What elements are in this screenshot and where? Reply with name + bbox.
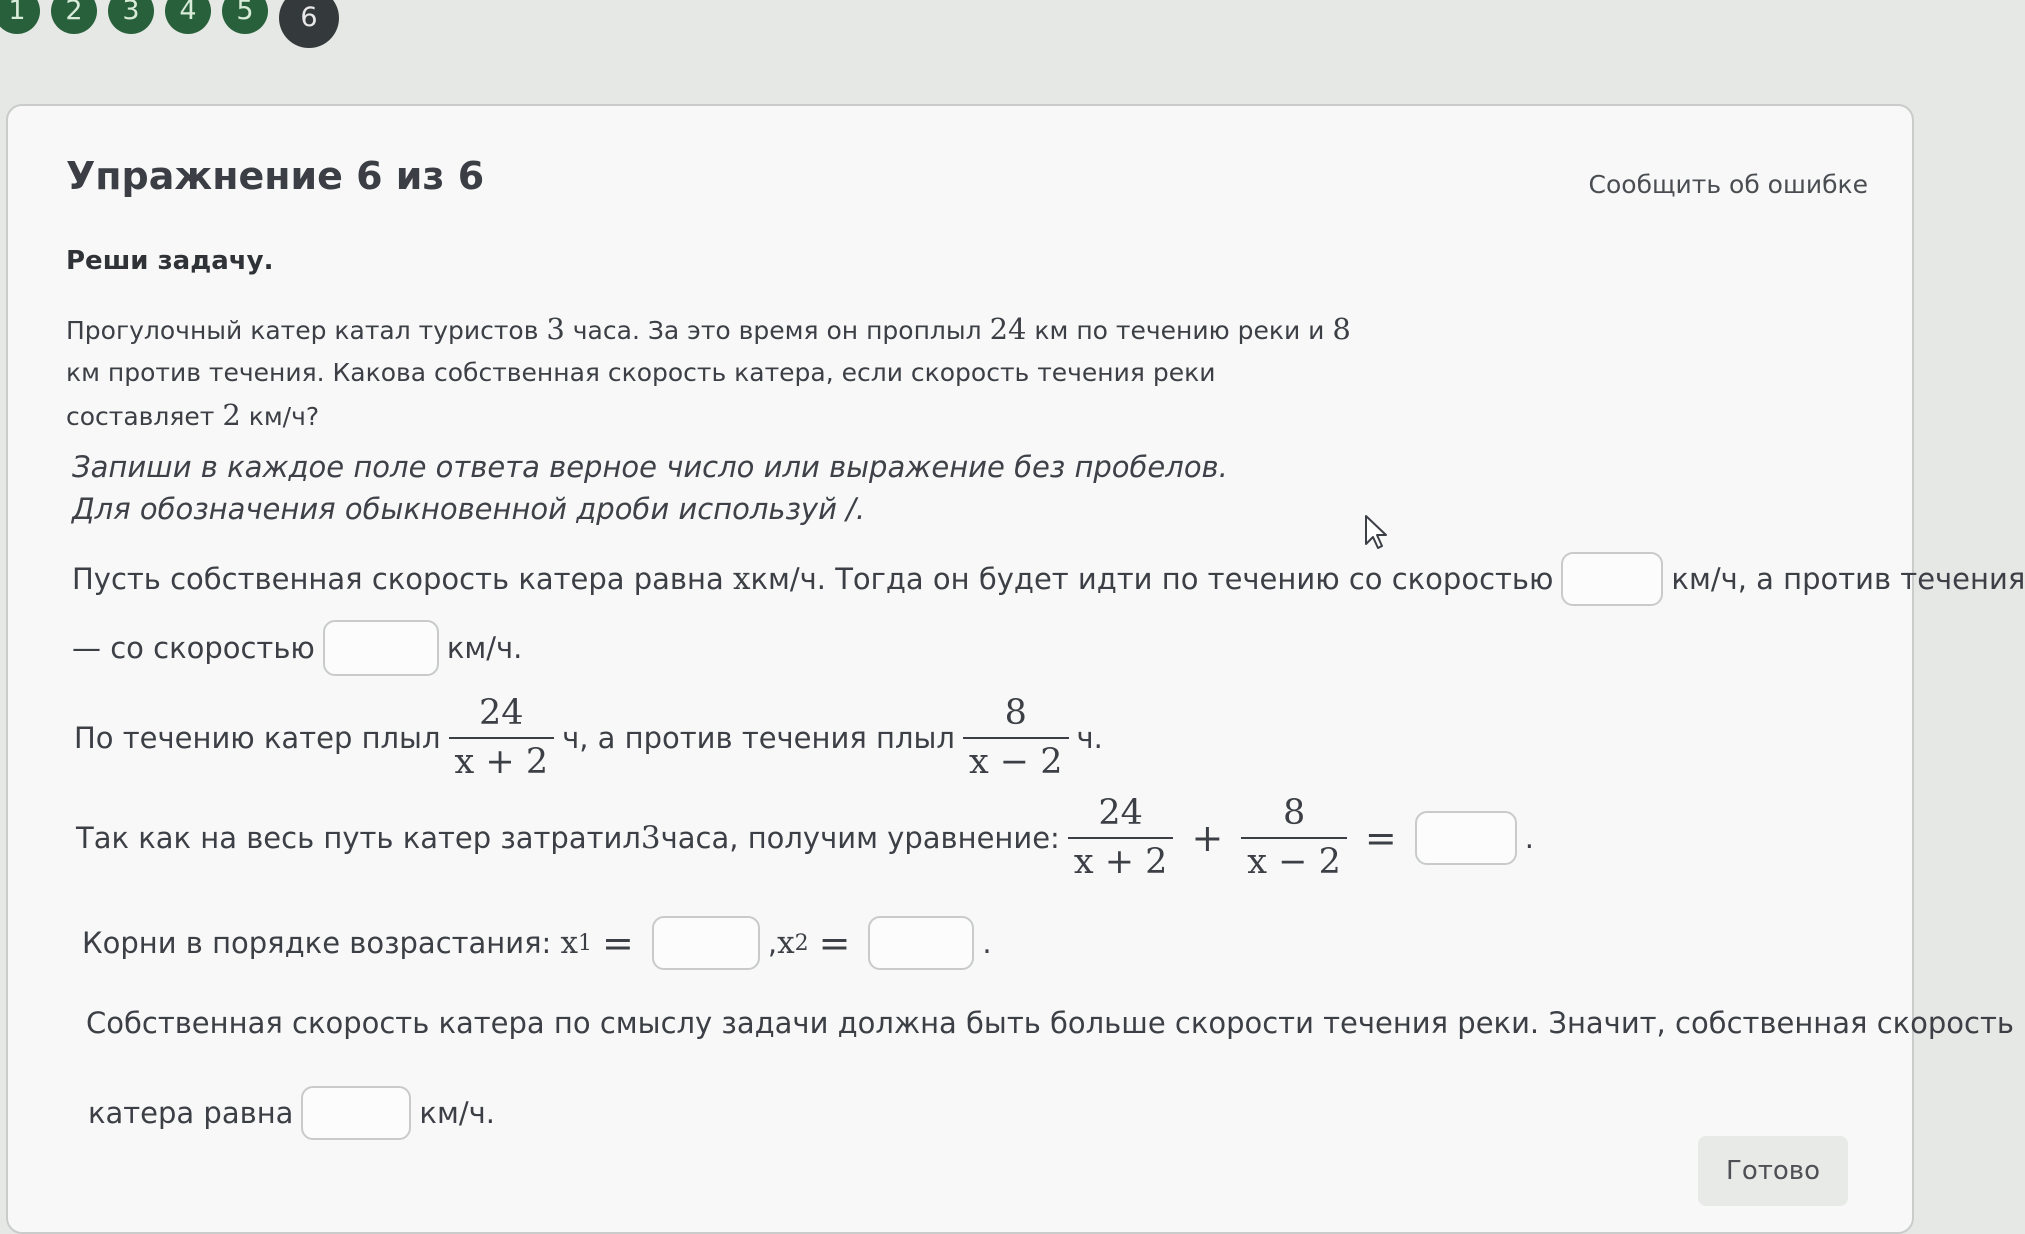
mouse-cursor-icon	[1364, 514, 1390, 550]
step1-line2	[72, 620, 522, 676]
step1-text-c: км/ч, а против течения	[1671, 562, 2025, 596]
step4-end: .	[982, 926, 992, 960]
step3-end: .	[1524, 821, 1534, 855]
task-label: Реши задачу.	[66, 246, 274, 276]
done-button[interactable]: Готово	[1698, 1136, 1848, 1206]
step5-line2	[88, 1086, 495, 1140]
equation-fraction-1	[1068, 793, 1174, 882]
step1-text-b: км/ч. Тогда он будет идти по течению со скоростью	[750, 562, 1554, 596]
step2-text-a: По течению катер плыл	[74, 721, 441, 755]
exercise-title: Упражнение 6 из 6	[66, 154, 485, 198]
step5-text-b: катера равна	[88, 1096, 294, 1130]
equation-right-side-input[interactable]	[1415, 811, 1517, 865]
problem-text	[66, 308, 1366, 438]
step-1[interactable]: 1	[0, 0, 40, 34]
downstream-time-fraction	[449, 693, 555, 782]
step1-text-a: Пусть собственная скорость катера равна	[72, 562, 724, 596]
step-2[interactable]: 2	[51, 0, 97, 34]
step1-var: x	[732, 561, 751, 597]
step4-text-a: Корни в порядке возрастания:	[82, 926, 552, 960]
step3-text-b: часа, получим уравнение:	[660, 821, 1060, 855]
step5-line1	[86, 1006, 2014, 1040]
root2-subscript: 2	[794, 930, 809, 956]
instruction-text: Запиши в каждое поле ответа верное число или выражение без пробелов. Для обозначения обыкновенной дроби используй /.	[72, 450, 1228, 526]
step2-text-c: ч.	[1076, 721, 1103, 755]
root-separator: ,	[767, 926, 778, 960]
root1-var: x	[560, 925, 579, 961]
exercise-card	[6, 104, 2025, 1234]
step-3[interactable]: 3	[108, 0, 154, 34]
step1-text-e: км/ч.	[446, 631, 523, 665]
own-speed-input[interactable]	[301, 1086, 411, 1140]
step2-text-b: ч, а против течения плыл	[562, 721, 955, 755]
root2-input[interactable]	[868, 916, 974, 970]
problem-number: 2	[222, 398, 241, 432]
step4-line	[82, 916, 992, 970]
equals-sign: =	[1364, 816, 1397, 860]
step-4[interactable]: 4	[165, 0, 211, 34]
upstream-time-fraction	[963, 693, 1069, 782]
equals-sign: =	[818, 921, 851, 965]
step3-number: 3	[640, 820, 661, 856]
root1-subscript: 1	[578, 930, 593, 956]
problem-part: Прогулочный катер катал туристов	[66, 316, 547, 345]
fraction-denominator: x + 2	[449, 737, 555, 780]
equation-fraction-2	[1241, 793, 1347, 882]
exercise-stepper	[0, 0, 339, 48]
problem-part: км/ч?	[240, 402, 320, 431]
upstream-speed-input[interactable]	[323, 620, 439, 676]
step-6[interactable]: 6	[279, 0, 339, 48]
step1-line1	[72, 552, 2025, 606]
step5-text-c: км/ч.	[419, 1096, 495, 1130]
problem-number: 24	[989, 312, 1027, 346]
step5-text-a: Собственная скорость катера по смыслу задачи должна быть больше скорости течения реки. Значит, собственная скорость	[86, 1006, 2014, 1040]
step3-text-a: Так как на весь путь катер затратил	[76, 821, 641, 855]
step1-text-d: — со скоростью	[72, 631, 315, 665]
report-error-link[interactable]: Сообщить об ошибке	[1588, 170, 1868, 199]
problem-number: 3	[546, 312, 565, 346]
fraction-numerator: 24	[1098, 793, 1143, 833]
fraction-denominator: x + 2	[1068, 837, 1174, 880]
fraction-numerator: 8	[1282, 793, 1306, 833]
step3-line	[76, 793, 1534, 882]
equals-sign: =	[602, 921, 634, 965]
step-5[interactable]: 5	[222, 0, 268, 34]
root1-input[interactable]	[652, 916, 760, 970]
root2-var: x	[777, 925, 795, 961]
plus-sign: +	[1191, 816, 1224, 860]
fraction-numerator: 8	[1004, 693, 1027, 733]
problem-part: часа. За это время он проплыл	[564, 316, 990, 345]
problem-number: 8	[1332, 312, 1351, 346]
fraction-numerator: 24	[479, 693, 524, 733]
fraction-denominator: x − 2	[1241, 837, 1347, 880]
problem-part: км против течения. Какова собственная скорость катера, если скорость течения реки составляет	[66, 358, 1216, 431]
downstream-speed-input[interactable]	[1561, 552, 1663, 606]
step2-line	[74, 693, 1103, 782]
problem-part: км по течению реки и	[1026, 316, 1333, 345]
fraction-denominator: x − 2	[963, 737, 1069, 780]
